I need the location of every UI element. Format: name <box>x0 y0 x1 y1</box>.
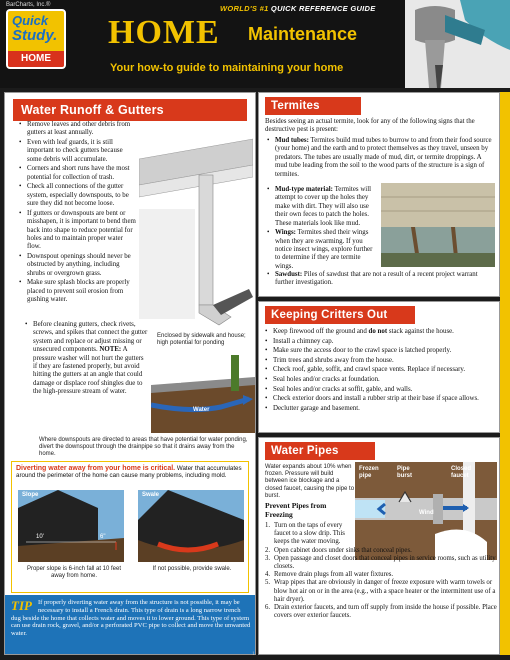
six-inch-label: 6" <box>100 534 106 540</box>
logo-quick: Quick <box>12 13 49 28</box>
termite-damage-photo <box>381 183 495 267</box>
list-item: • Make sure splash blocks are properly placed to prevent soil erosion from gushing water. <box>19 279 137 304</box>
slope-illustration <box>18 490 124 562</box>
list-item: • Trim trees and shrubs away from the house. <box>265 357 493 365</box>
water-runoff-panel <box>4 92 256 655</box>
termites-panel <box>258 92 500 297</box>
page-number: 1 <box>252 652 255 657</box>
list-item: • Mud-type material: Termites will attempt to cover up the holes they make with dirt. They will also use their own feces to patch the holes. These materials look like mud. <box>267 186 377 228</box>
water-runoff-list <box>19 121 137 306</box>
downspout-caption: Where downspouts are directed to areas that have potential for water ponding, divert the downspout through the drainpipe so that it drains away from the home. <box>39 437 248 458</box>
list-item: 4. Remove drain plugs from all water fixtures. <box>265 571 394 579</box>
slope-label: Slope <box>22 492 39 498</box>
swale-label: Swale <box>142 492 160 498</box>
list-item: • Install a chimney cap. <box>265 338 493 346</box>
termites-list-bottom <box>267 271 495 289</box>
ponding-illustration <box>151 355 255 433</box>
list-item: 1. Turn on the taps of every faucet to a slow drip. This keeps the water moving. <box>265 522 345 546</box>
diverting-water-box <box>11 461 249 593</box>
water-label: Water <box>193 407 210 413</box>
list-item: • Check all connections of the gutter system, especially downspouts, to be sure they did not become loose. <box>19 183 137 208</box>
tip-label: TIP <box>11 598 32 613</box>
prevent-freezing-steps <box>265 522 497 620</box>
header <box>0 0 510 88</box>
closed-faucet-label: Closed faucet <box>451 466 472 480</box>
list-item: • Downspout openings should never be obstructed by anything, including shrubs or overgrown grass. <box>19 253 137 278</box>
tip-box <box>5 595 256 655</box>
list-item: • Check roof, gable, soffit, and crawl space vents. Replace if necessary. <box>265 366 493 374</box>
list-item: • Before cleaning gutters, check rivets, screws, and spikes that connect the gutter system and replace or adjust missing or unsecured components. NOTE: A pressure washer will not hurt the gutters if they are fastened properly, but avoid hitting the gutters at an angle that could damage or displace roof shingles due to the high-pressure stream of water. <box>19 321 149 397</box>
termites-list-mid <box>267 186 377 272</box>
publisher: BarCharts, Inc.® <box>6 2 51 8</box>
quickstudy-logo <box>6 9 66 69</box>
list-item: • Declutter garage and basement. <box>265 405 493 413</box>
list-item: • Keep firewood off the ground and do not stack against the house. <box>265 328 493 336</box>
prevent-freezing-heading: Prevent Pipes from Freezing <box>265 501 327 519</box>
water-expands-note: Water expands about 10% when frozen. Pressure will build between ice blockage and a closed faucet, causing the pipe to burst. <box>265 464 355 499</box>
sidewalk-label: Sidewalk <box>155 379 181 385</box>
list-item: • Sawdust: Piles of sawdust that are not a result of a recent project warrant further investigation. <box>267 271 495 288</box>
list-item: 3. Open passage and closet doors that conceal pipes in service rooms, such as utility closets. <box>265 554 496 571</box>
gutter-sub-list <box>19 321 149 398</box>
diverting-text: Diverting water away from your home is critical. Water that accumulates around the perimeter of the home can cause many problems, including mold. <box>16 465 242 480</box>
list-item: • Seal holes and/or cracks at soffit, gable, and walls. <box>265 386 493 394</box>
list-item: 5. Wrap pipes that are obviously in danger of freeze exposure with warm towels or blow hot air on or in the area (e.g., with a space heater or the intermittent use of a hair dryer). <box>265 579 496 603</box>
list-item: • Remove leaves and other debris from gutters at least annually. <box>19 121 137 138</box>
side-strip <box>500 92 510 655</box>
water-runoff-heading: Water Runoff & Gutters <box>13 99 247 121</box>
list-item: 6. Drain exterior faucets, and turn off supply from inside the house if possible. Place covers over exterior faucets. <box>265 604 497 620</box>
list-item: • Even with leaf guards, it is still important to check gutters because some debris will accumulate. <box>19 139 137 164</box>
tip-text: If properly diverting water away from the structure is not possible, it may be necessary to install a French drain. This type of drain is a long narrow trench dug beside the home that collects water and moves it to lower ground. This type of system can use drain rock, gravel, and/or a perforated PVC pipe to collect and move the unwanted water. <box>11 599 251 638</box>
swale-illustration <box>138 490 244 562</box>
critters-panel <box>258 301 500 433</box>
right-column <box>258 92 500 655</box>
swale-caption: If not possible, provide swale. <box>152 566 232 572</box>
critters-list <box>259 328 499 413</box>
guide-tag: WORLD'S #1 QUICK REFERENCE GUIDE <box>220 4 376 13</box>
pipe-burst-label: Pipe burst <box>397 466 412 480</box>
frozen-pipe-label: Frozen pipe <box>359 466 379 480</box>
list-item: • Seal holes and/or cracks at foundation. <box>265 376 493 384</box>
water-pipes-heading: Water Pipes <box>265 442 375 460</box>
list-item: • Wings: Termites shed their wings when they are swarming. If you notice insect wings, explore further to determine if they are termite wings. <box>267 229 377 271</box>
ponding-caption: Enclosed by sidewalk and house; high potential for ponding <box>157 333 246 347</box>
list-item: • If gutters or downspouts are bent or misshapen, it is important to bend them back into shape to reduce potential for holes and to maintain proper water flow. <box>19 210 137 252</box>
termites-heading: Termites <box>265 97 361 115</box>
list-item: • Mud tubes: Termites build mud tubes to burrow to and from their food source (your home) and the earth and to protect themselves as they travel, unseen by predators. The tubes are usually made of mud, dirt, or termite droppings. A mud tube leading from the soil to the wood parts of the structure is a sign of termites. <box>267 137 495 179</box>
water-pipes-panel <box>258 437 500 655</box>
logo-home: HOME <box>8 51 64 67</box>
page-subtitle: Your how-to guide to maintaining your home <box>110 62 344 74</box>
list-item: • Corners and short runs have the most potential for collection of trash. <box>19 165 137 182</box>
list-item: • Check exterior doors and install a rubber strip at their base if space allows. <box>265 395 493 403</box>
termites-list-top <box>267 137 495 180</box>
page-title-home: HOME <box>108 14 220 51</box>
list-item: • Make sure the access door to the crawl space is latched properly. <box>265 347 493 355</box>
wind-label: Wind <box>419 510 434 516</box>
hammer-icon <box>405 0 510 88</box>
slope-caption: Proper slope is 6-inch fall at 10 feet away from home. <box>26 566 122 580</box>
logo-study: Study. <box>12 27 58 44</box>
gutter-illustration <box>139 119 253 329</box>
list-item: 2. Open cabinet doors under sinks that conceal pipes. <box>265 546 412 554</box>
ten-feet-label: 10' <box>36 534 44 540</box>
page-title-maintenance: Maintenance <box>248 24 358 44</box>
termites-intro: Besides seeing an actual termite, look for any of the following signs that the destructive pest is present: <box>265 118 475 134</box>
critters-heading: Keeping Critters Out <box>265 306 415 324</box>
